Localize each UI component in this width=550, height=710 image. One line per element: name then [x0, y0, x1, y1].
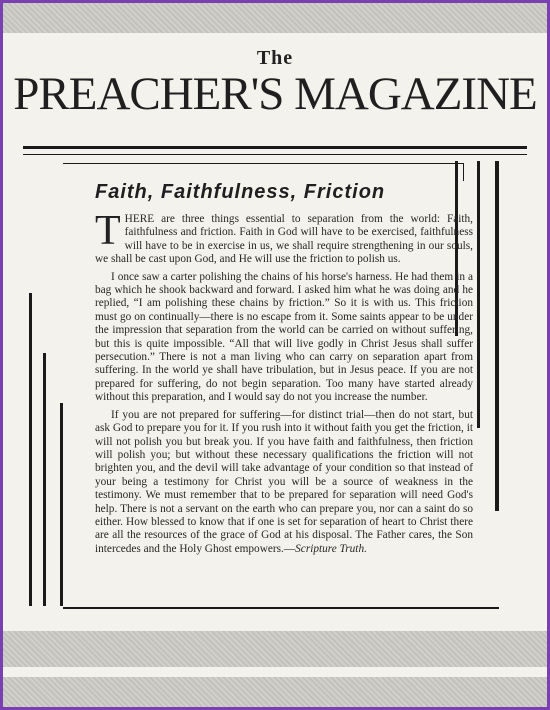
article-title: Faith, Faithfulness, Friction	[95, 181, 386, 203]
magazine-page	[3, 3, 547, 707]
masthead-rule-top	[23, 146, 527, 149]
bottom-texture-band	[3, 677, 547, 707]
masthead-the: The	[256, 47, 294, 69]
frame-top-rule	[63, 163, 463, 164]
paragraph-1-text: HERE are three things essential to separation from the world: Faith, faithfulness and friction. Faith in God will have to be exercised, faithfulness will have to be in exercise in us, we shall require strengthening in our souls, we shall be cast upon God, and He will use the friction to polish us.	[95, 213, 473, 266]
left-bar-2	[43, 353, 46, 606]
left-bar-3	[60, 403, 63, 606]
right-bar-3	[495, 161, 499, 511]
top-texture-band	[3, 3, 547, 33]
left-bar-1	[29, 293, 32, 606]
frame-right-rule	[463, 163, 464, 181]
drop-cap: T	[95, 208, 121, 254]
footer-texture-band	[3, 631, 547, 667]
masthead-title: PREACHER'S MAGAZINE	[13, 68, 537, 120]
article-paragraph-3	[95, 409, 473, 556]
bottom-rule	[63, 607, 499, 609]
article-body	[95, 208, 473, 560]
paragraph-3-text: If you are not prepared for suffering—for distinct trial—then do not start, but ask God to prepare you for it. If you rush into it without faith you get the friction, it will not polish you but break you. If you have faith and faithfulness, then friction will polish you; but without these necessary qualifications the friction will not brighten you, and the devil will take advantage of your condition so that instead of your being a testimony for Christ you will be a source of weakness in the testimony. We must remember that to be prepared for separation will need God's help. There is not a servant on the earth who can prepare you, nor can a saint do so either. How blessed to know that if one is set for separation of heart to Christ there are all the resources of the grace of God at his disposal. The Father cares, the Son intercedes and the Holy Ghost empowers.—	[95, 408, 473, 555]
article-paragraph-1	[95, 208, 473, 267]
right-bar-2	[477, 161, 480, 428]
masthead-rule-bottom	[23, 154, 527, 155]
article-source: Scripture Truth.	[295, 542, 367, 555]
article-paragraph-2: I once saw a carter polishing the chains of his horse's harness. He had them in a bag which he shook backward and forward. I asked him what he was doing and he replied, “I am polishing these chains by friction.” So it is with us. This friction must go on continually—there is no escape from it. Some saints appear to be under the impression that separation from the world can be carried on without suffering, but this is quite impossible. “All that will live godly in Christ Jesus shall suffer persecution.” There is not a man living who can carry on separation apart from suffering. In the world ye shall have tribulation, but in Jesus peace. If you are not prepared for suffering, do not begin separation. Too many have started already without this preparation, and I would say do not you increase the number.	[95, 270, 473, 404]
